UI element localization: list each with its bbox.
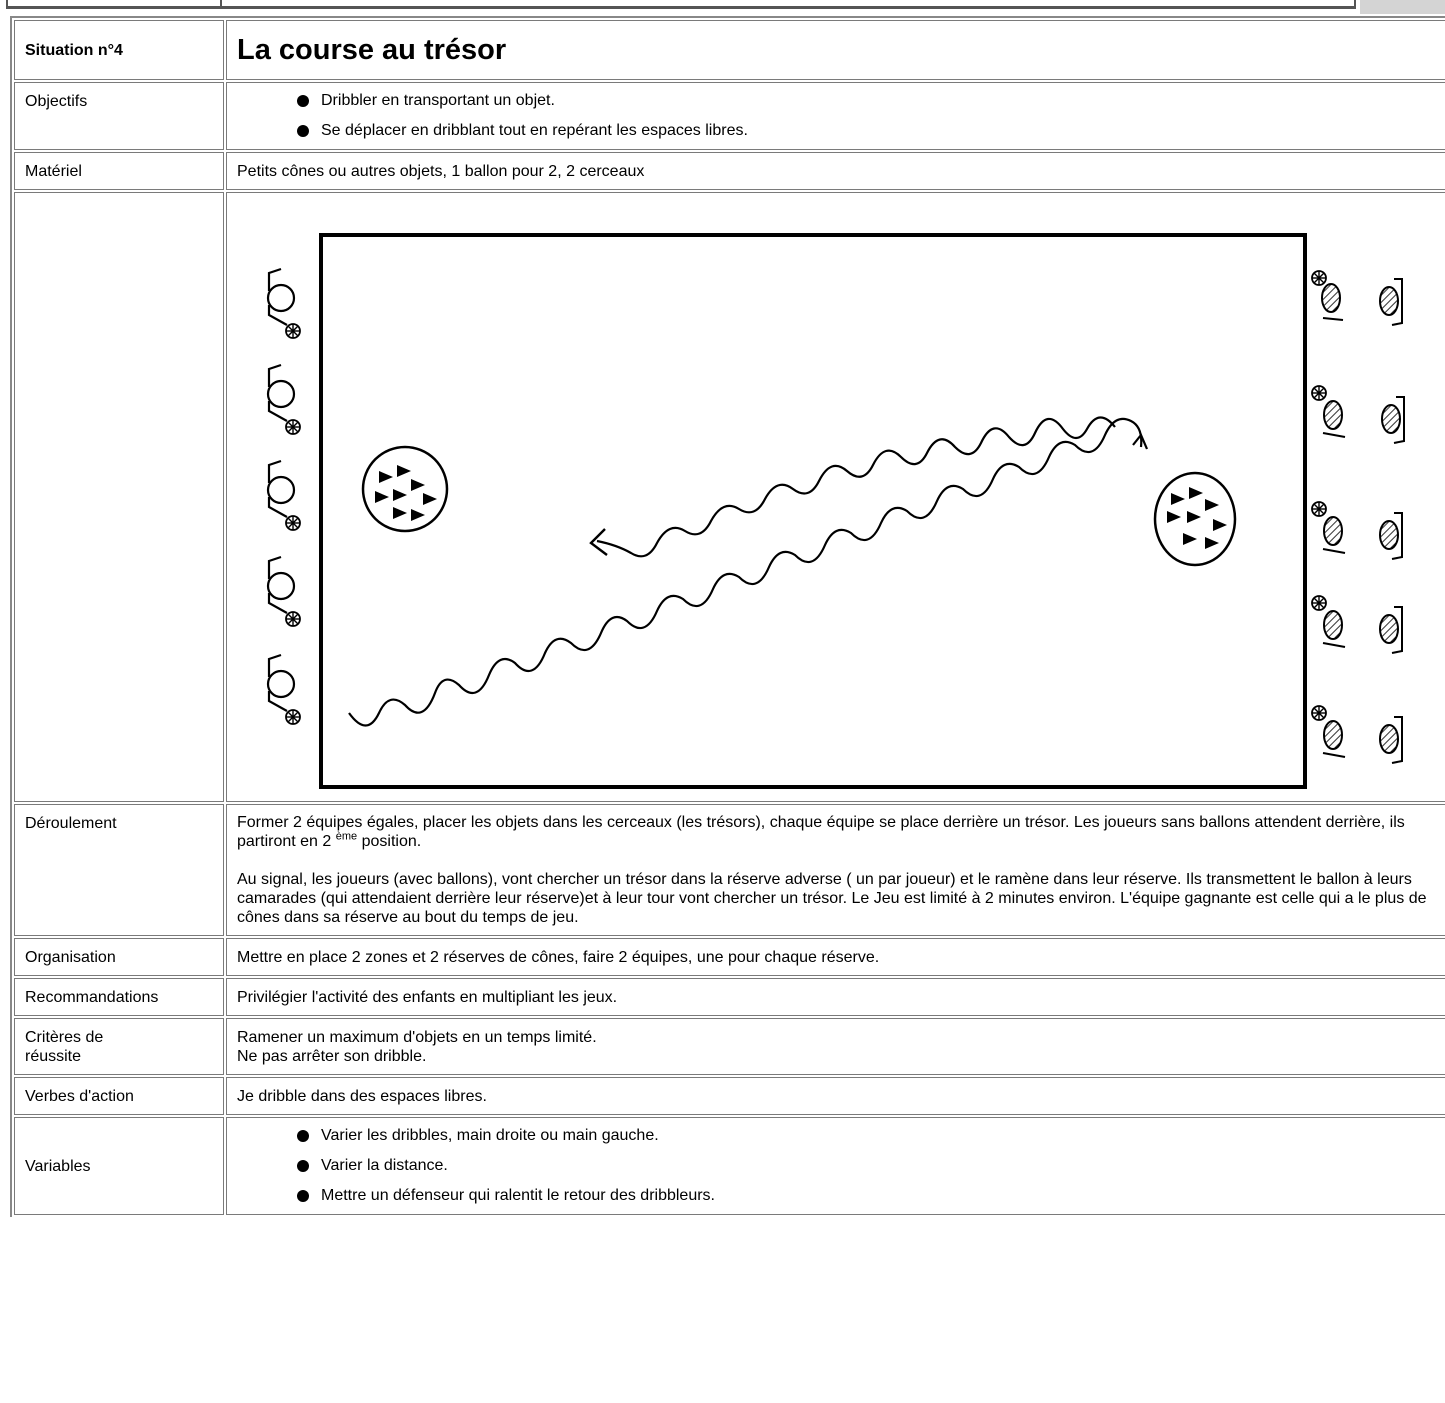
bullet-icon — [297, 95, 309, 107]
list-item-text: Se déplacer en dribblant tout en repérant les espaces libres. — [321, 122, 748, 139]
procedure-content — [226, 804, 1445, 936]
top-frame-border — [6, 0, 1356, 9]
list-item-text: Mettre un défenseur qui ralentit le retour des dribbleurs. — [321, 1187, 715, 1204]
bullet-icon — [297, 1130, 309, 1142]
success-criteria-row — [14, 1018, 1445, 1075]
left-team — [268, 269, 300, 724]
exercise-sheet-table — [10, 16, 1445, 1217]
variables-list — [237, 1126, 1437, 1206]
organisation-row — [14, 938, 1445, 976]
field-diagram-drawing — [227, 193, 1445, 801]
page-title: La course au trésor — [226, 20, 1445, 80]
recommendations-text: Privilégier l'activité des enfants en multipliant les jeux. — [226, 978, 1445, 1016]
variables-content — [226, 1117, 1445, 1215]
list-item — [297, 1186, 1437, 1206]
list-item — [297, 1156, 1437, 1176]
right-treasure-hoop — [1155, 473, 1235, 565]
recommendations-row — [14, 978, 1445, 1016]
procedure-label: Déroulement — [14, 804, 224, 936]
objectives-content — [226, 82, 1445, 150]
procedure-paragraph-1 — [237, 813, 1437, 851]
success-criteria-line2: Ne pas arrêter son dribble. — [237, 1048, 427, 1065]
variables-row — [14, 1117, 1445, 1215]
title-row — [14, 20, 1445, 80]
material-label: Matériel — [14, 152, 224, 190]
organisation-text: Mettre en place 2 zones et 2 réserves de cônes, faire 2 équipes, une pour chaque réserve. — [226, 938, 1445, 976]
bullet-icon — [297, 1160, 309, 1172]
material-text: Petits cônes ou autres objets, 1 ballon pour 2, 2 cerceaux — [226, 152, 1445, 190]
objectives-label: Objectifs — [14, 82, 224, 150]
right-team — [1312, 271, 1404, 763]
success-criteria-content — [226, 1018, 1445, 1075]
procedure-row — [14, 804, 1445, 936]
field-diagram — [226, 192, 1445, 802]
diagram-label-empty — [14, 192, 224, 802]
list-item — [297, 121, 1437, 141]
list-item-text: Varier les dribbles, main droite ou main gauche. — [321, 1127, 659, 1144]
procedure-superscript: ème — [335, 830, 358, 843]
top-frame-divider — [220, 0, 222, 9]
procedure-text-1b: position. — [357, 833, 422, 850]
objectives-list — [237, 91, 1437, 141]
success-criteria-label — [14, 1018, 224, 1075]
situation-label: Situation n°4 — [14, 20, 224, 80]
list-item — [297, 1126, 1437, 1146]
dribble-path-return — [597, 417, 1115, 556]
list-item — [297, 91, 1437, 111]
organisation-label: Organisation — [14, 938, 224, 976]
dribble-path-out — [349, 419, 1141, 726]
material-row — [14, 152, 1445, 190]
bullet-icon — [297, 125, 309, 137]
list-item-text: Dribbler en transportant un objet. — [321, 92, 555, 109]
objectives-row — [14, 82, 1445, 150]
action-verbs-text: Je dribble dans des espaces libres. — [226, 1077, 1445, 1115]
success-criteria-label-line1: Critères de — [25, 1029, 104, 1046]
success-criteria-line1: Ramener un maximum d'objets en un temps limité. — [237, 1029, 597, 1046]
list-item-text: Varier la distance. — [321, 1157, 448, 1174]
action-verbs-row — [14, 1077, 1445, 1115]
left-treasure-hoop — [363, 447, 447, 531]
bullet-icon — [297, 1190, 309, 1202]
recommendations-label: Recommandations — [14, 978, 224, 1016]
action-verbs-label: Verbes d'action — [14, 1077, 224, 1115]
success-criteria-label-line2: réussite — [25, 1048, 82, 1065]
scrollbar-corner — [1360, 0, 1445, 14]
procedure-paragraph-2: Au signal, les joueurs (avec ballons), vont chercher un trésor dans la réserve adverse ( un par joueur) et le ramène dans leur réserve. Ils transmettent le ballon à leurs camarades (qui attendaient derrière leur réserve)et à leur tour vont chercher un trésor. Le Jeu est limité à 2 minutes environ. L'équipe gagnante est celle qui a le plus de cônes dans sa réserve au bout du temps de jeu. — [237, 871, 1427, 926]
diagram-row — [14, 192, 1445, 802]
variables-label: Variables — [14, 1117, 224, 1215]
procedure-text-1a: Former 2 équipes égales, placer les objets dans les cerceaux (les trésors), chaque équipe se place derrière un trésor. Les joueurs sans ballons attendent derrière, ils partiront en 2 — [237, 814, 1405, 850]
